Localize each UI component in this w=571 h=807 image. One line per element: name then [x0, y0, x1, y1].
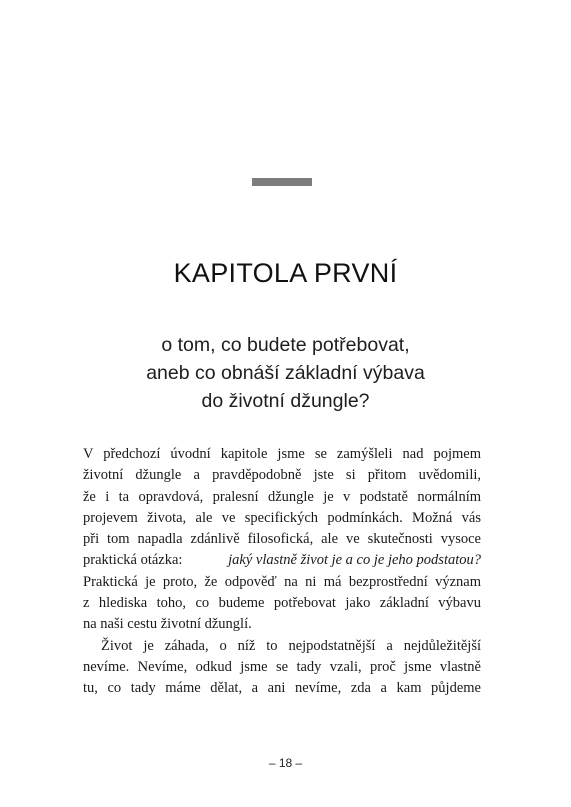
chapter-ornament-bar [252, 178, 312, 186]
italic-question: jaký vlastně život je a co je jeho podstatou? [228, 552, 481, 569]
text-line: tu, co tady máme dělat, a ani nevíme, zda a kam půjdeme [83, 680, 481, 697]
chapter-subtitle [0, 331, 571, 415]
text-line: z hlediska toho, co budeme potřebovat jako základní výbavu [83, 595, 481, 612]
text-line: při tom napadla zdánlivě filosofická, ale ve skutečnosti vysoce [83, 531, 481, 548]
body-text [83, 444, 481, 700]
text-line: životní džungle a pravděpodobně jste si přitom uvědomili, [83, 467, 481, 484]
text-line: Praktická je proto, že odpověď na ni má bezprostřední význam [83, 573, 481, 590]
text-line-with-italic-question [83, 550, 481, 571]
text-line: projevem života, ale ve specifických podmínkách. Možná vás [83, 509, 481, 526]
text-line: V předchozí úvodní kapitole jsme se zamýšleli nad pojmem [83, 446, 481, 462]
subtitle-line: aneb co obnáší základní výbava [146, 362, 425, 384]
text-fragment: praktická otázka: [83, 552, 183, 569]
page-number: – 18 – [268, 756, 303, 770]
text-line-paragraph-start: Život je záhada, o níž to nejpodstatnější a nejdůležitější [101, 637, 481, 654]
subtitle-line: do životní džungle? [201, 390, 370, 412]
text-line: nevíme. Nevíme, odkud jsme se tady vzali, proč jsme vlastně [83, 658, 481, 675]
chapter-title: KAPITOLA PRVNÍ [173, 258, 398, 288]
subtitle-line: o tom, co budete potřebovat, [161, 334, 410, 356]
text-line-paragraph-end: na naši cestu životní džunglí. [83, 616, 252, 633]
text-line: že i ta opravdová, pralesní džungle je v podstatě normálním [83, 488, 481, 505]
